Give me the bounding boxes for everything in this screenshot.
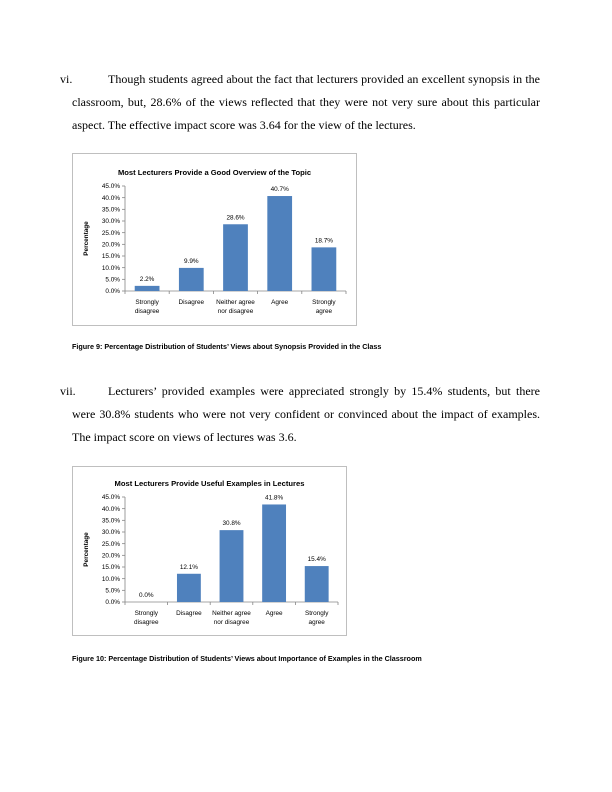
y-tick-label: 0.0% [105,599,120,607]
category-label: Agree [271,299,289,306]
chart-title: Most Lecturers Provide a Good Overview of the Topic [117,168,312,177]
category-label: disagree [134,308,160,315]
bar-chart-synopsis [73,154,356,325]
y-tick-label: 40.0% [101,194,120,202]
category-label: Strongly [135,299,159,306]
category-label: nor disagree [213,619,250,626]
y-tick-label: 25.0% [101,229,120,237]
y-axis-label: Percentage [83,532,90,567]
data-label: 0.0% [139,592,154,599]
data-label: 12.1% [179,563,198,571]
y-tick-label: 45.0% [101,494,120,502]
bar [177,574,201,602]
bar [305,566,329,602]
category-label: agree [315,308,333,315]
data-label: 30.8% [222,520,241,528]
category-label: Agree [265,610,283,617]
category-label: Strongly [304,610,329,617]
y-tick-label: 20.0% [101,241,120,249]
y-tick-label: 30.0% [101,218,120,226]
paragraph-vii [60,380,540,449]
bar-chart-examples [73,467,346,635]
figure-9-caption: Figure 9: Percentage Distribution of Students’ Views about Synopsis Provided in the Class [72,342,382,351]
bar [223,224,248,291]
category-label: Neither agree [212,610,251,617]
paragraph-text: Lecturers’ provided examples were appreciated strongly by 15.4% students, but there were 30.8% students who were not very confident or convinced about the impact of examples. The impact score on views of lectures was 3.6. [72,384,540,444]
y-tick-label: 15.0% [101,564,120,572]
y-tick-label: 40.0% [101,505,120,513]
y-tick-label: 0.0% [105,288,120,296]
category-label: agree [308,619,325,626]
category-label: Strongly [134,610,159,617]
bar [267,196,292,291]
y-tick-label: 35.0% [101,206,120,214]
y-tick-label: 30.0% [101,529,120,537]
bar [135,286,160,291]
data-label: 2.2% [139,275,155,283]
category-label: nor disagree [217,308,254,315]
data-label: 28.6% [226,214,245,222]
bar [179,268,204,291]
data-label: 15.4% [307,556,326,564]
data-label: 18.7% [314,237,333,245]
y-tick-label: 10.0% [101,575,120,583]
y-tick-label: 20.0% [101,552,120,560]
data-label: 9.9% [184,257,199,265]
y-axis-label: Percentage [83,221,90,256]
paragraph-vi [60,68,540,137]
y-tick-label: 15.0% [101,253,120,261]
data-label: 41.8% [265,494,284,502]
chart-title: Most Lecturers Provide Useful Examples in Lectures [114,479,305,488]
y-tick-label: 25.0% [101,540,120,548]
y-tick-label: 5.0% [105,276,120,284]
bar [312,247,337,291]
y-tick-label: 35.0% [101,517,120,525]
y-tick-label: 10.0% [101,264,120,272]
figure-10-caption: Figure 10: Percentage Distribution of Students’ Views about Importance of Examples in the Classroom [72,654,422,663]
category-label: Disagree [178,299,205,306]
paragraph-number: vi. [60,72,73,86]
chart-examples [72,466,347,636]
bar [220,530,244,602]
category-label: Neither agree [216,299,255,306]
data-label: 40.7% [270,186,289,194]
y-tick-label: 5.0% [105,587,120,595]
y-tick-label: 45.0% [101,183,120,191]
chart-synopsis [72,153,357,326]
paragraph-number: vii. [60,384,76,398]
category-label: Strongly [312,299,336,306]
paragraph-text: Though students agreed about the fact that lecturers provided an excellent synopsis in the classroom, but, 28.6% of the views reflected that they were not very sure about this particular aspect. The effective impact score was 3.64 for the view of the lectures. [72,72,540,132]
bar [262,504,286,602]
category-label: Disagree [176,610,202,617]
category-label: disagree [134,619,159,626]
